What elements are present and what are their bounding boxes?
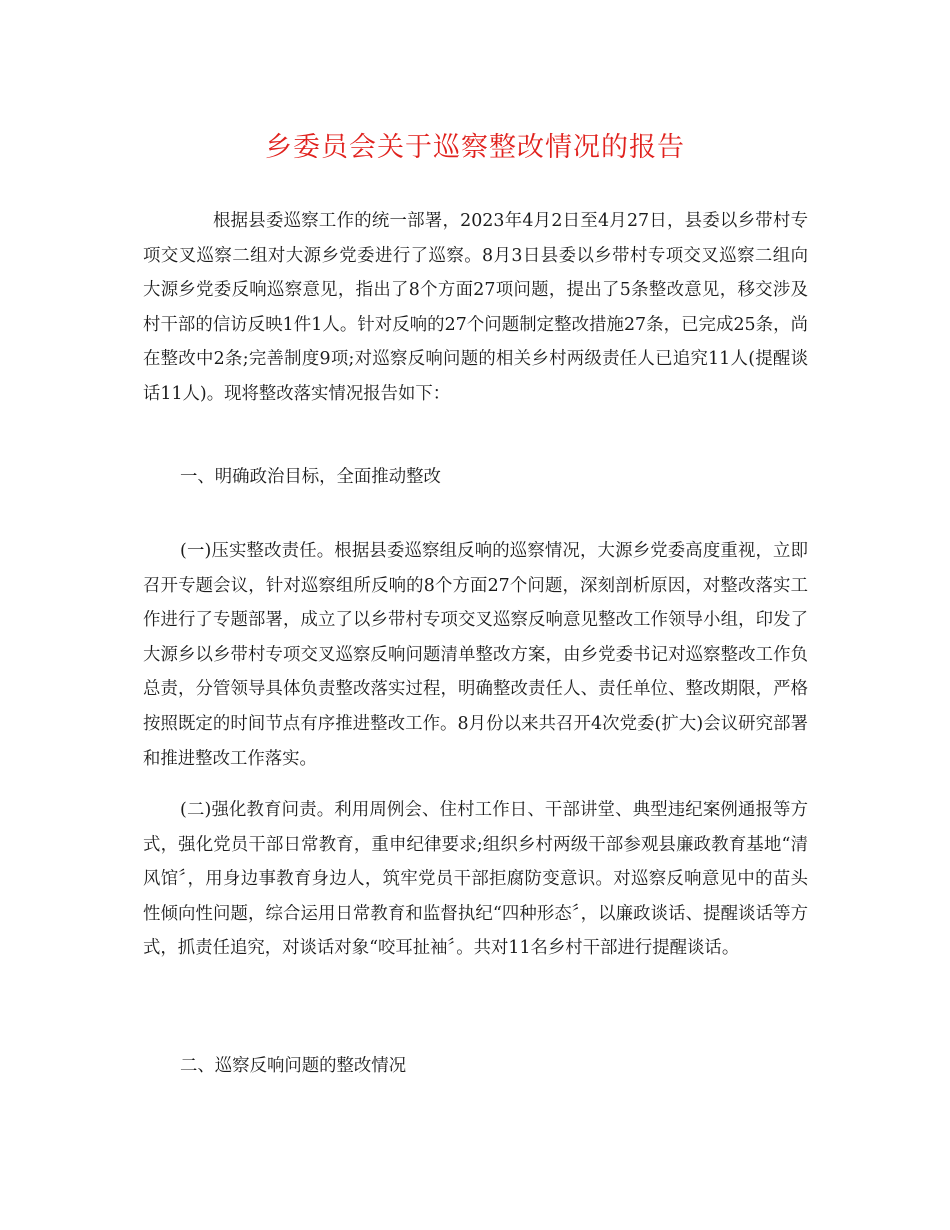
section-one-paragraph-a: (一)压实整改责任。根据县委巡察组反响的巡察情况，大源乡党委高度重视，立即召开专题会议，针对巡察组所反响的8个方面27个问题，深刻剖析原因，对整改落实工作进行了专题部署，成立了以乡带村专项交叉巡察反响意见整改工作领导小组，印发了大源乡以乡带村专项交叉巡察反响问题清单整改方案，由乡党委书记对巡察整改工作负总责，分管领导具体负责整改落实过程，明确整改责任人、责任单位、整改期限，严格按照既定的时间节点有序推进整改工作。8月份以来共召开4次党委(扩大)会议研究部署和推进整改工作落实。: [143, 541, 808, 769]
document-title: 乡委员会关于巡察整改情况的报告: [265, 132, 685, 163]
section-one-paragraph-b: (二)强化教育问责。利用周例会、住村工作日、干部讲堂、典型违纪案例通报等方式，强化党员干部日常教育，重申纪律要求;组织乡村两级干部参观县廉政教育基地“清风馆〞，用身边事教育身边人，筑牢党员干部拒腐防变意识。对巡察反响意见中的苗头性倾向性问题，综合运用日常教育和监督执纪“四种形态〞，以廉政谈话、提醒谈话等方式，抓责任追究，对谈话对象“咬耳扯袖〞。共对11名乡村干部进行提醒谈话。: [143, 800, 808, 959]
intro-paragraph: 根据县委巡察工作的统一部署，2023年4月2日至4月27日，县委以乡带村专项交叉巡察二组对大源乡党委进行了巡察。8月3日县委以乡带村专项交叉巡察二组向大源乡党委反响巡察意见，指出了8个方面27项问题，提出了5条整改意见，移交涉及村干部的信访反映1件1人。针对反响的27个问题制定整改措施27条，已完成25条，尚在整改中2条;完善制度9项;对巡察反响问题的相关乡村两级责任人已追究11人(提醒谈话11人)。现将整改落实情况报告如下：: [143, 211, 808, 404]
section-one-heading: 一、明确政治目标，全面推动整改: [180, 467, 441, 487]
section-two-heading: 二、巡察反响问题的整改情况: [180, 1056, 407, 1076]
